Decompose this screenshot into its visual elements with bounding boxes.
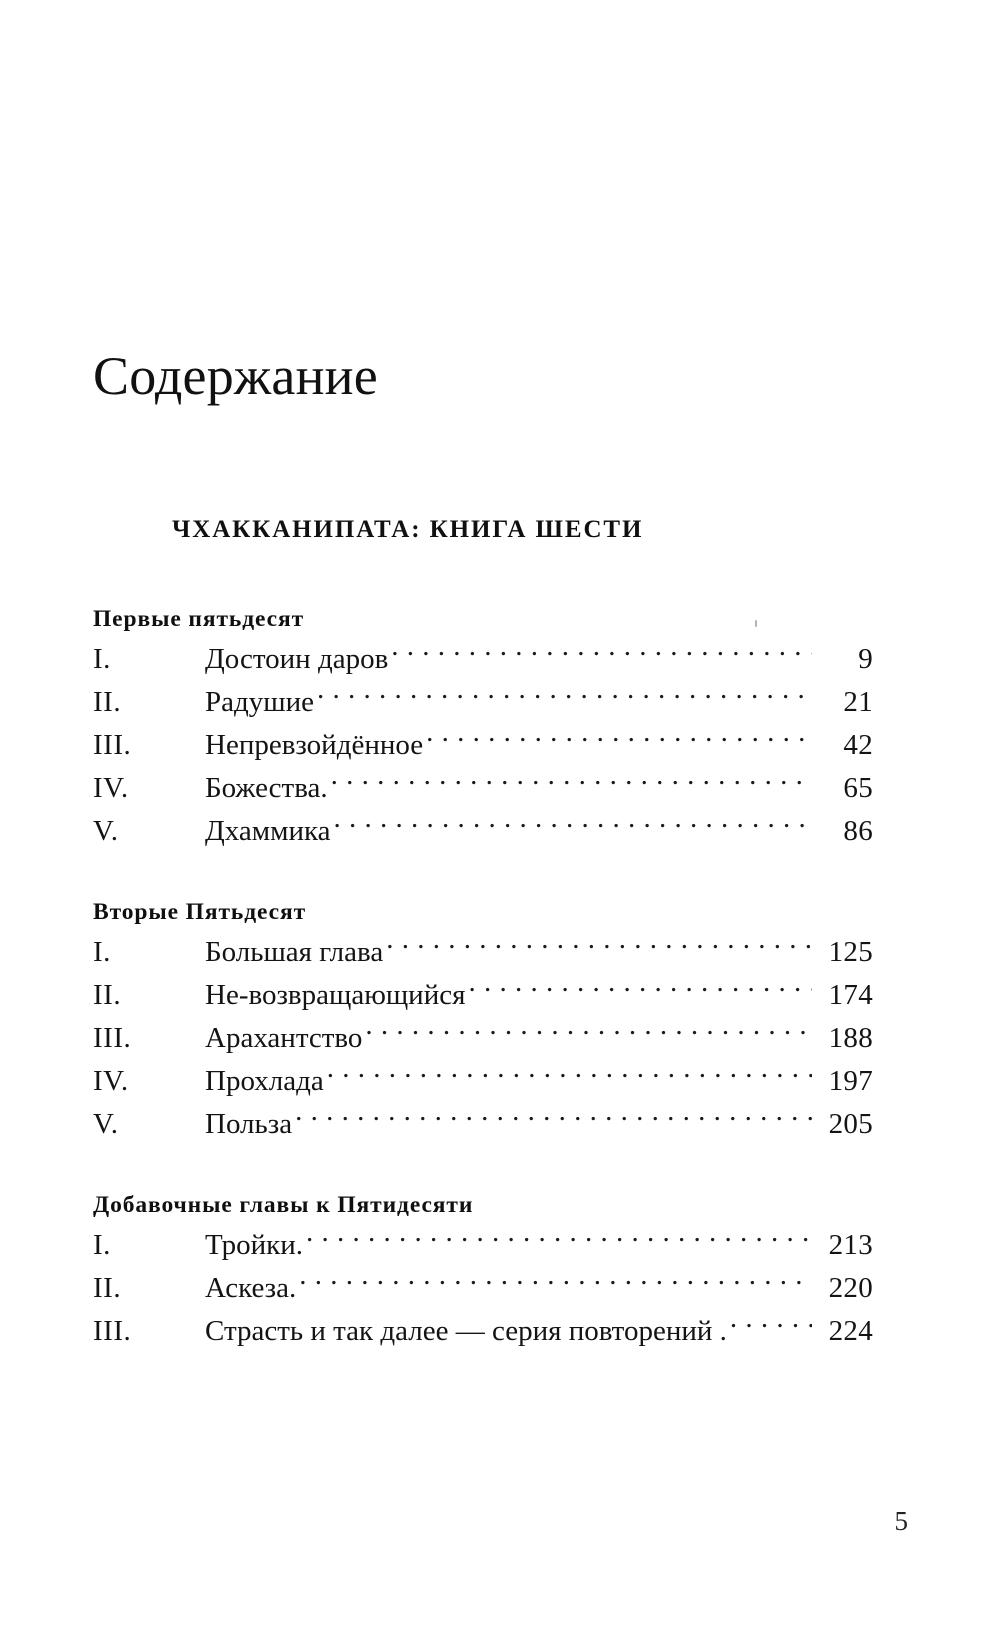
toc-entry-leader-dots (365, 1018, 812, 1047)
toc-entry-page-number: 42 (843, 729, 873, 761)
page-folio-number: 5 (894, 1506, 908, 1536)
toc-entry-title: Арахантство (205, 1022, 363, 1054)
toc-entry-leader-dots (386, 932, 812, 961)
toc-entry-title: Аскеза. (205, 1272, 297, 1304)
toc-entry-numeral: III. (93, 1022, 132, 1054)
toc-group (93, 606, 873, 853)
toc-entry-numeral: II. (93, 686, 122, 718)
toc-entry-numeral: I. (93, 1229, 111, 1261)
toc-entry-title: Прохлада (205, 1065, 324, 1097)
toc-entry-leader-dots (468, 975, 812, 1004)
toc-entry-leader-dots (331, 768, 812, 797)
toc-entry-title: Не-возвращающийся (205, 979, 466, 1011)
toc-entry-page-number: 224 (828, 1315, 873, 1347)
toc-entry[interactable] (93, 767, 873, 810)
book-section-heading: ЧХАККАНИПАТА: КНИГА ШЕСТИ (172, 516, 644, 543)
toc-entry-numeral: II. (93, 1272, 122, 1304)
toc-entry-page-number: 9 (858, 643, 873, 675)
toc-entry[interactable] (93, 974, 873, 1017)
toc-entry[interactable] (93, 810, 873, 853)
toc-entry[interactable] (93, 931, 873, 974)
toc-entry-title: Радушие (205, 686, 314, 718)
toc-entry-page-number: 65 (843, 772, 873, 804)
toc-entry-numeral: III. (93, 729, 132, 761)
toc-entry-numeral: I. (93, 936, 111, 968)
toc-entry-title: Большая глава (205, 936, 384, 968)
toc-entry-leader-dots (295, 1104, 812, 1133)
toc-entry-leader-dots (317, 682, 812, 711)
toc-entry-title: Непревзойдённое (205, 729, 424, 761)
toc-entry-title: Страсть и так далее — серия повторений . (205, 1315, 727, 1347)
toc-entry[interactable] (93, 1017, 873, 1060)
toc-group (93, 899, 873, 1146)
toc-entry-numeral: IV. (93, 1065, 129, 1097)
toc-group-heading: Первые пятьдесят (93, 606, 305, 632)
toc-entry-numeral: III. (93, 1315, 132, 1347)
toc-entry[interactable] (93, 638, 873, 681)
toc-entry-page-number: 86 (843, 815, 873, 847)
toc-entry-leader-dots (327, 1061, 812, 1090)
toc-entry-leader-dots (730, 1311, 812, 1340)
toc-entry-title: Дхаммика (205, 815, 331, 847)
toc-entry-page-number: 197 (828, 1065, 873, 1097)
page-title: Содержание (93, 346, 378, 407)
toc-entry[interactable] (93, 1267, 873, 1310)
toc-entry-page-number: 213 (828, 1229, 873, 1261)
toc-entry-leader-dots (334, 811, 812, 840)
toc-entry[interactable] (93, 1103, 873, 1146)
toc-entry-title: Польза (205, 1108, 293, 1140)
toc-entry-page-number: 21 (843, 686, 873, 718)
toc-entry[interactable] (93, 724, 873, 767)
toc-entry-page-number: 188 (828, 1022, 873, 1054)
toc-entry-numeral: IV. (93, 772, 129, 804)
toc-entry-numeral: V. (93, 1108, 119, 1140)
toc-entry-page-number: 174 (828, 979, 873, 1011)
toc-entry-title: Божества. (205, 772, 328, 804)
toc-list (93, 606, 873, 1353)
toc-entry-numeral: II. (93, 979, 122, 1011)
toc-entry-title: Достоин даров (205, 643, 389, 675)
toc-entry-title: Тройки. (205, 1229, 303, 1261)
toc-entry-leader-dots (391, 639, 812, 668)
toc-entry-numeral: I. (93, 643, 111, 675)
toc-entry-numeral: V. (93, 815, 119, 847)
toc-entry-leader-dots (426, 725, 812, 754)
toc-entry[interactable] (93, 681, 873, 724)
toc-entry-leader-dots (299, 1268, 812, 1297)
toc-entry-page-number: 125 (828, 936, 873, 968)
toc-group-heading: Добавочные главы к Пятидесяти (93, 1192, 474, 1218)
toc-entry-page-number: 220 (828, 1272, 873, 1304)
toc-entry-leader-dots (306, 1225, 812, 1254)
toc-group-heading: Вторые Пятьдесят (93, 899, 307, 925)
toc-entry-page-number: 205 (828, 1108, 873, 1140)
toc-entry[interactable] (93, 1310, 873, 1353)
toc-group (93, 1192, 873, 1353)
toc-entry[interactable] (93, 1224, 873, 1267)
toc-entry[interactable] (93, 1060, 873, 1103)
